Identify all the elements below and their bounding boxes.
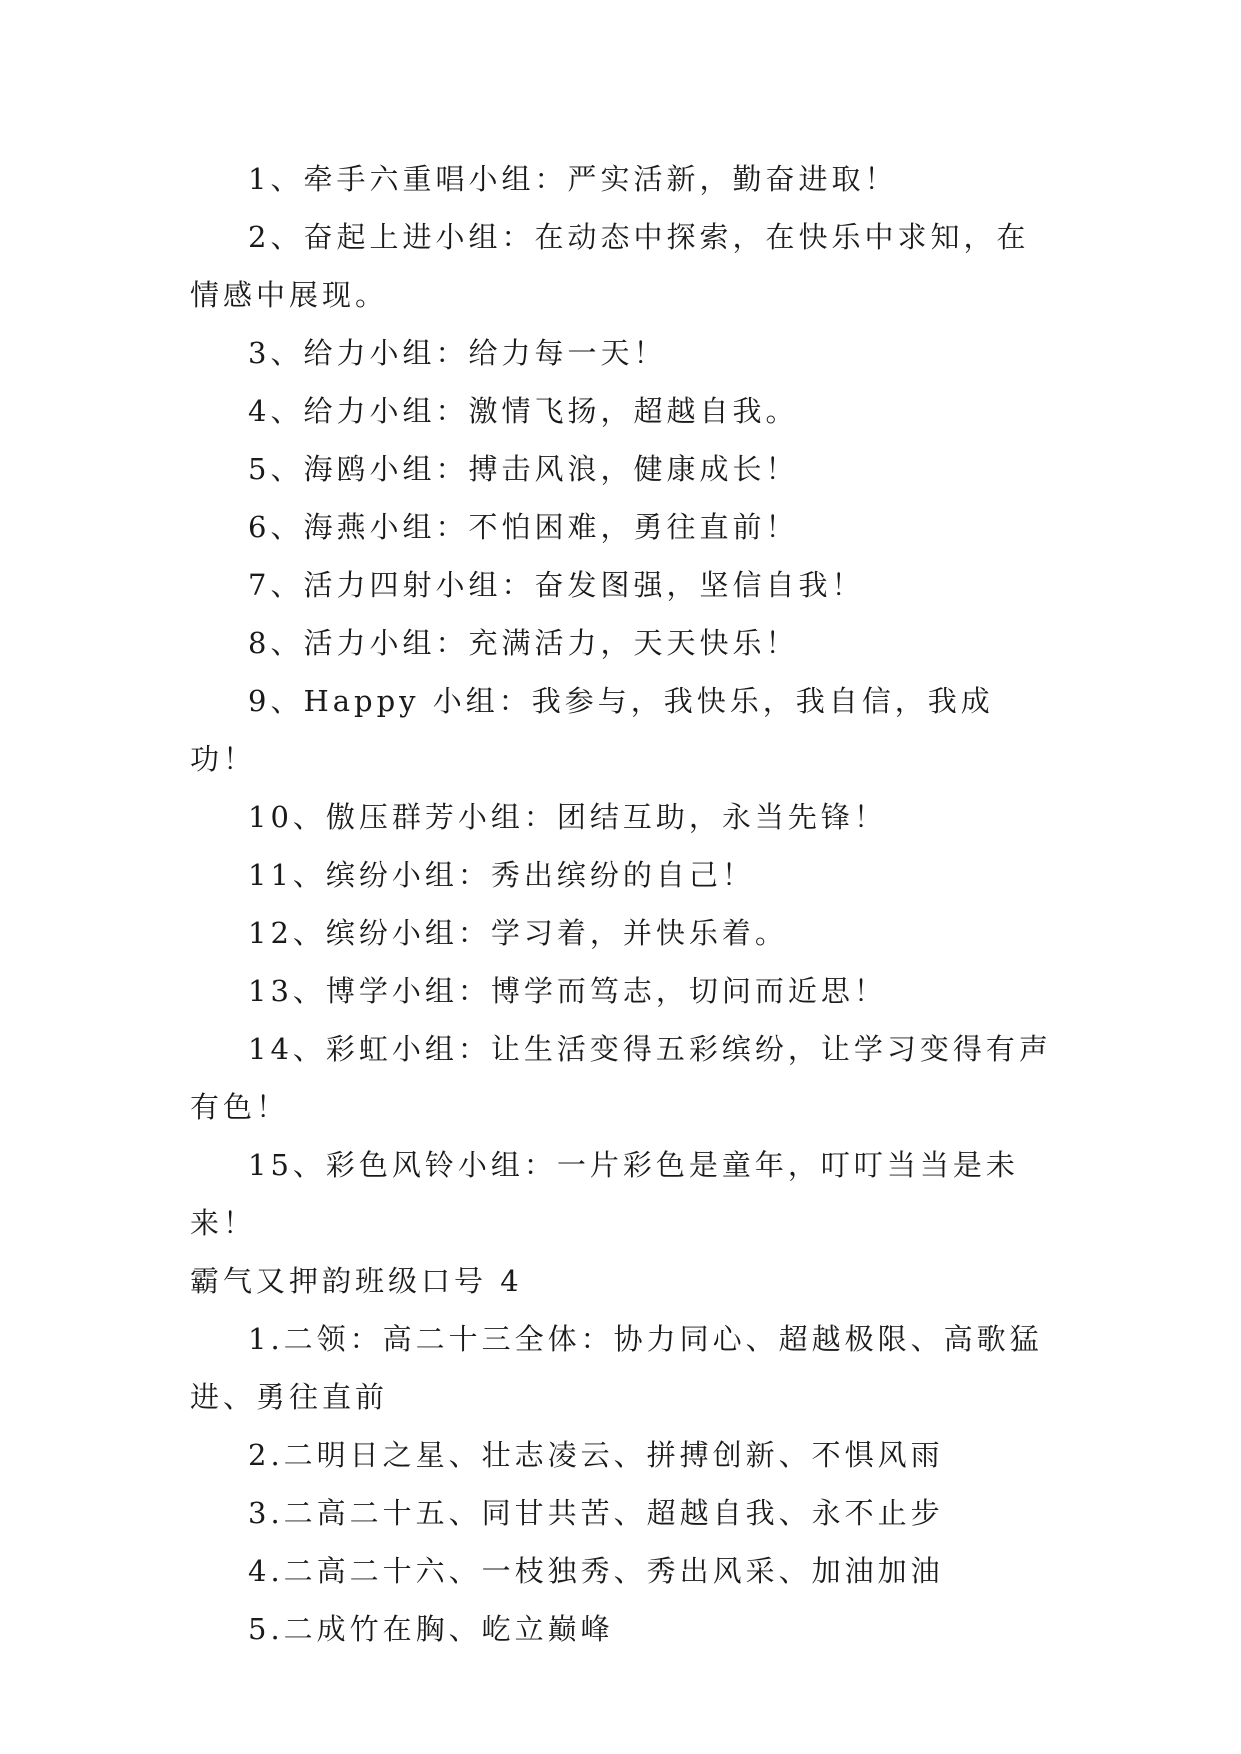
slogan-item: 10、傲压群芳小组：团结互助，永当先锋！ xyxy=(248,800,887,834)
slogan-item: 3、给力小组：给力每一天！ xyxy=(248,336,667,370)
slogan-item: 15、彩色风铃小组：一片彩色是童年，叮叮当当是未来！ xyxy=(190,1148,1019,1240)
slogan-item: 1.二领：高二十三全体：协力同心、超越极限、高歌猛进、勇往直前 xyxy=(190,1322,1043,1414)
slogan-item: 8、活力小组：充满活力，天天快乐！ xyxy=(248,626,799,660)
slogan-item: 11、缤纷小组：秀出缤纷的自己！ xyxy=(248,858,755,892)
slogan-item: 4、给力小组：激情飞扬，超越自我。 xyxy=(248,394,799,428)
slogan-item: 3.二高二十五、同甘共苦、超越自我、永不止步 xyxy=(248,1496,944,1530)
slogan-item: 5.二成竹在胸、屹立巅峰 xyxy=(248,1612,614,1646)
slogan-item: 13、博学小组：博学而笃志，切问而近思！ xyxy=(248,974,887,1008)
document-page xyxy=(190,150,1055,1658)
slogan-item: 9、Happy 小组：我参与，我快乐，我自信，我成功！ xyxy=(190,684,994,776)
slogan-item: 7、活力四射小组：奋发图强，坚信自我！ xyxy=(248,568,865,602)
slogan-item: 1、牵手六重唱小组：严实活新，勤奋进取！ xyxy=(248,162,898,196)
slogan-item: 6、海燕小组：不怕困难，勇往直前！ xyxy=(248,510,799,544)
slogan-item: 2、奋起上进小组：在动态中探索，在快乐中求知，在情感中展现。 xyxy=(190,220,1030,312)
slogan-item: 5、海鸥小组：搏击风浪，健康成长！ xyxy=(248,452,799,486)
slogan-item: 12、缤纷小组：学习着，并快乐着。 xyxy=(248,916,788,950)
slogan-item: 4.二高二十六、一枝独秀、秀出风采、加油加油 xyxy=(248,1554,944,1588)
slogan-item: 2.二明日之星、壮志凌云、拼搏创新、不惧风雨 xyxy=(248,1438,944,1472)
section-heading: 霸气又押韵班级口号 4 xyxy=(190,1264,523,1298)
slogan-item: 14、彩虹小组：让生活变得五彩缤纷，让学习变得有声有色！ xyxy=(190,1032,1052,1124)
